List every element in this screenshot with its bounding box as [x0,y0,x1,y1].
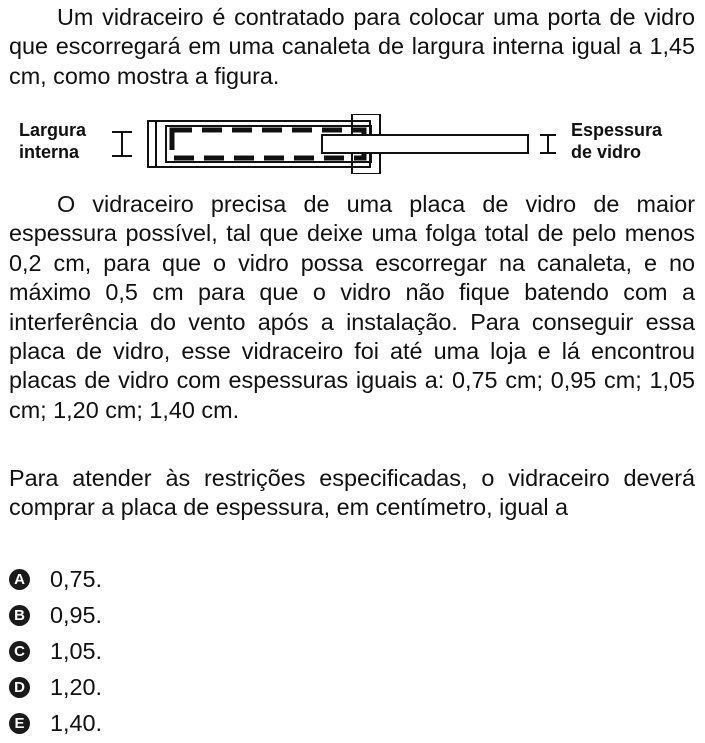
option-letter-badge: A [9,569,30,590]
option-text: 1,05. [50,637,103,664]
option-text: 1,20. [50,673,103,700]
body-paragraph: O vidraceiro precisa de uma placa de vidro de maior espessura possível, tal que deixe uma folga total de pelo menos 0,2 cm, para que o vidro possa escorregar na canaleta, e no máximo 0,5 cm para que o vidro não fique batendo com a interferência do vento após a instalação. Para conseguir essa placa de vidro, esse vidraceiro foi até uma loja e lá encontrou placas de vidro com espessuras iguais a: 0,75 cm; 0,95 cm; 1,05 cm; 1,20 cm; 1,40 cm. [9,191,695,423]
channel-figure [0,114,705,174]
option-a[interactable] [9,564,102,594]
question-paragraph: Para atender às restrições especificadas, o vidraceiro deverá comprar a placa de espessura, em centímetro, igual a [9,465,695,521]
option-letter-badge: C [9,641,30,662]
channel-diagram [0,114,705,174]
option-c[interactable] [9,636,102,666]
glass-thickness-dimension-icon [540,135,556,153]
intro-paragraph: Um vidraceiro é contratado para colocar uma porta de vidro que escorregará em uma canaleta de largura interna igual a 1,45 cm, como mostra a figura. [9,4,695,89]
option-letter-badge: E [9,713,30,734]
option-text: 0,75. [50,565,103,592]
internal-width-label: Largura interna [19,120,87,162]
option-letter-badge: B [9,605,30,626]
option-b[interactable] [9,600,102,630]
glass-pane [322,135,528,153]
internal-width-dimension-icon [112,132,132,156]
option-text: 1,40. [50,709,103,736]
glass-thickness-label: Espessura de vidro [571,120,663,162]
option-letter-badge: D [9,677,30,698]
option-d[interactable] [9,672,102,702]
option-e[interactable] [9,708,102,738]
option-text: 0,95. [50,601,103,628]
